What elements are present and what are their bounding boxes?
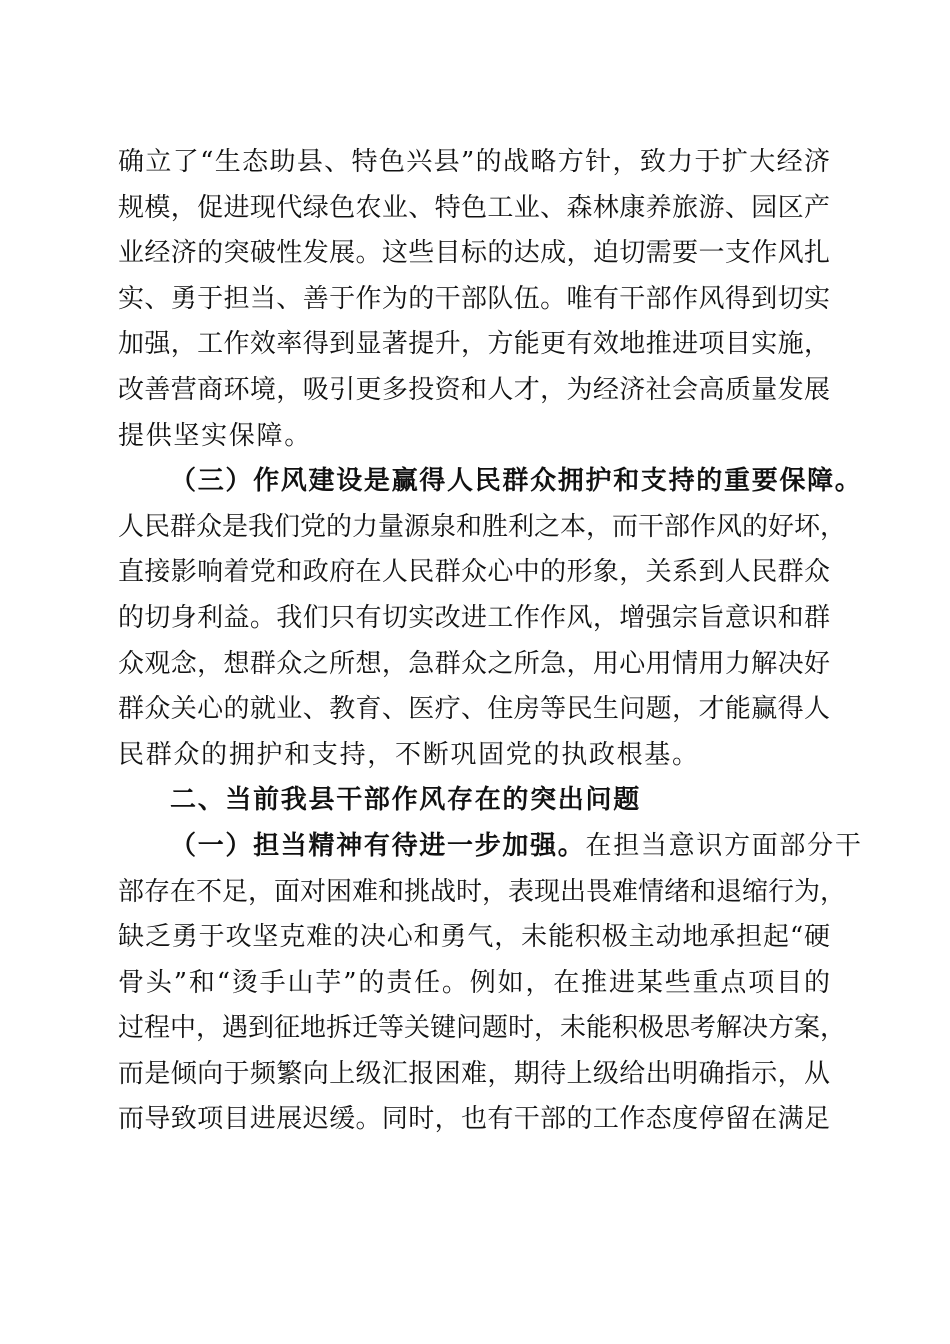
text-line: 人民群众是我们党的力量源泉和胜利之本，而干部作风的好坏， xyxy=(118,511,847,542)
document-body xyxy=(118,140,863,1143)
paragraph-section-one xyxy=(118,824,863,1143)
text-line: 民群众的拥护和支持，不断巩固党的执政根基。 xyxy=(118,739,700,770)
text-line: 缺乏勇于攻坚克难的决心和勇气，未能积极主动地承担起“硬 xyxy=(118,922,830,953)
text-line xyxy=(118,824,863,870)
subsection-heading: （一）担当精神有待进一步加强。 xyxy=(170,830,586,861)
text-line: 部存在不足，面对困难和挑战时，表现出畏难情绪和退缩行为， xyxy=(118,876,847,907)
text-line: 群众关心的就业、教育、医疗、住房等民生问题，才能赢得人 xyxy=(118,694,830,725)
section-heading: 二、当前我县干部作风存在的突出问题 xyxy=(170,785,641,816)
text-line: 的切身利益。我们只有切实改进工作作风，增强宗旨意识和群 xyxy=(118,602,830,633)
text-line: 确立了“生态助县、特色兴县”的战略方针，致力于扩大经济 xyxy=(118,147,830,177)
text-line: 加强，工作效率得到显著提升，方能更有效地推进项目实施， xyxy=(118,329,830,360)
text-line: 改善营商环境，吸引更多投资和人才，为经济社会高质量发展 xyxy=(118,374,830,405)
text-line: 业经济的突破性发展。这些目标的达成，迫切需要一支作风扎 xyxy=(118,238,830,269)
text-line: 过程中，遇到征地拆迁等关键问题时，未能积极思考解决方案， xyxy=(118,1013,847,1044)
text-line: 提供坚实保障。 xyxy=(118,420,312,451)
text-line: 实、勇于担当、善于作为的干部队伍。唯有干部作风得到切实 xyxy=(118,283,830,314)
text-line: 骨头”和“烫手山芋”的责任。例如，在推进某些重点项目的 xyxy=(118,967,830,998)
text-line: 规模，促进现代绿色农业、特色工业、森林康养旅游、园区产 xyxy=(118,192,830,223)
text-line: 而导致项目进展迟缓。同时，也有干部的工作态度停留在满足 xyxy=(118,1104,830,1135)
subsection-lead-text: 在担当意识方面部分干 xyxy=(585,830,863,861)
text-line: 直接影响着党和政府在人民群众心中的形象，关系到人民群众 xyxy=(118,557,830,588)
paragraph-section-three xyxy=(118,459,863,778)
paragraph-strategy xyxy=(118,140,830,459)
section-heading-two xyxy=(118,778,830,824)
text-line: 而是倾向于频繁向上级汇报困难，期待上级给出明确指示，从 xyxy=(118,1058,830,1089)
subsection-heading: （三）作风建设是赢得人民群众拥护和支持的重要保障。 xyxy=(170,466,863,497)
text-line: 众观念，想群众之所想，急群众之所急，用心用情用力解决好 xyxy=(118,648,830,679)
